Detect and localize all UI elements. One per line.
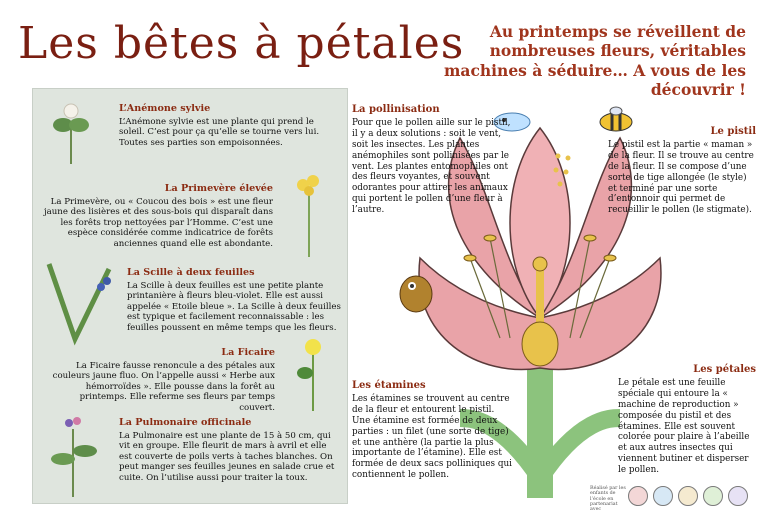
- anemone-illustration: [41, 99, 101, 169]
- pollinisation-text: [352, 104, 512, 216]
- petales-text: [618, 364, 756, 476]
- page-subtitle: Au printemps se réveillent de nombreuses fleurs, véritables machines à séduire… A vous de les découvrir !: [444, 22, 746, 100]
- pulmonaire-text: [119, 417, 341, 483]
- partner-logo-icon: [628, 486, 648, 506]
- ficaire-description: La Ficaire fausse renoncule a des pétales aux couleurs jaune fluo. On l’appelle aussi « Herbe aux hémorroïdes ». Elle pousse dans la forêt au printemps. Elle referme ses fleurs par temps couvert.: [52, 360, 275, 413]
- partner-logo-icon: [678, 486, 698, 506]
- ficaire-text: [43, 347, 275, 413]
- partner-logos: [628, 484, 758, 508]
- primevere-illustration: [279, 169, 339, 259]
- pollen-grains: [548, 150, 578, 190]
- scille-title: La Scille à deux feuilles: [127, 267, 255, 278]
- pulmonaire-title: La Pulmonaire officinale: [119, 417, 252, 428]
- primevere-text: [43, 183, 273, 249]
- partner-logo-icon: [703, 486, 723, 506]
- primevere-description: La Primevère, ou « Coucou des bois » est une fleur jaune des lisières et des sous-bois qui disparaît dans les forêts trop nettoyées par l’Homme. C’est une espèce considérée comme indicatrice de forêts anciennes quand elle est abondante.: [43, 196, 273, 249]
- ficaire-illustration: [285, 333, 341, 413]
- anemone-text: [119, 103, 339, 148]
- bird-illustration: [396, 268, 436, 316]
- scille-illustration: [39, 259, 119, 349]
- herbarium-sheet: [32, 88, 348, 504]
- partner-logo-icon: [653, 486, 673, 506]
- pistil-description: Le pistil est la partie « maman » de la fleur. Il se trouve au centre de la fleur. Il se compose d’une sorte de tige allongée (le style) et terminé par une sorte d’entonnoir qui permet de recueillir le pollen (le stigmate).: [608, 140, 754, 216]
- pulmonaire-illustration: [39, 409, 109, 499]
- ficaire-title: La Ficaire: [221, 347, 275, 358]
- petales-description: Le pétale est une feuille spéciale qui entoure la « machine de reproduction » composée du pistil et des étamines. Elle est souvent colorée pour plaire à l’abeille et aux autres insectes qui viennent butiner et disperser le pollen.: [618, 378, 750, 475]
- etamines-title: Les étamines: [352, 380, 426, 391]
- primevere-title: La Primevère élevée: [164, 183, 273, 194]
- etamines-description: Les étamines se trouvent au centre de la fleur et entourent le pistil. Une étamine est formée de deux parties : un filet (une sorte de tige) et une anthère (la partie la plus importante de l’étamine). Elle est formée de deux sacs polliniques qui contiennent le pollen.: [352, 394, 512, 480]
- anemone-description: L’Anémone sylvie est une plante qui prend le soleil. C’est pour ça qu’elle se tourne vers lui. Toutes ses parties son empoisonnées.: [119, 116, 320, 148]
- page-title: Les bêtes à pétales: [18, 18, 465, 69]
- pollinisation-description: Pour que le pollen aille sur le pistil, il y a deux solutions : soit le vent, soit les insectes. Les plantes anémophiles sont pollinisées par le vent. Les plantes entomophiles ont des fleurs voyantes, et souvent odorantes pour attirer les animaux qui portent le pollen d’une fleur à l’autre.: [352, 118, 511, 215]
- credit-text: Réalisé par les enfants de l’école en partenariat avec: [590, 486, 626, 513]
- pollinisation-title: La pollinisation: [352, 104, 440, 115]
- pistil-text: [608, 126, 756, 216]
- pistil-title: Le pistil: [710, 126, 756, 137]
- scille-description: La Scille à deux feuilles est une petite plante printanière à fleurs bleu-violet. Elle est aussi appelée « Etoile bleue ». La Scille à deux feuilles est typique et facilement reconnaissable : les feuilles poussent en même temps que les fleurs.: [127, 280, 341, 333]
- partner-logo-icon: [728, 486, 748, 506]
- pulmonaire-description: La Pulmonaire est une plante de 15 à 50 cm, qui vit en groupe. Elle fleurit de mars à avril et elle est couverte de poils verts à taches blanches. On peut manger ses feuilles jeunes en salade crue et cuite. On l’utilise aussi pour traiter la toux.: [119, 430, 335, 483]
- etamines-text: [352, 380, 512, 481]
- petales-title: Les pétales: [693, 364, 756, 375]
- scille-text: [127, 267, 341, 333]
- anemone-title: L’Anémone sylvie: [119, 103, 211, 114]
